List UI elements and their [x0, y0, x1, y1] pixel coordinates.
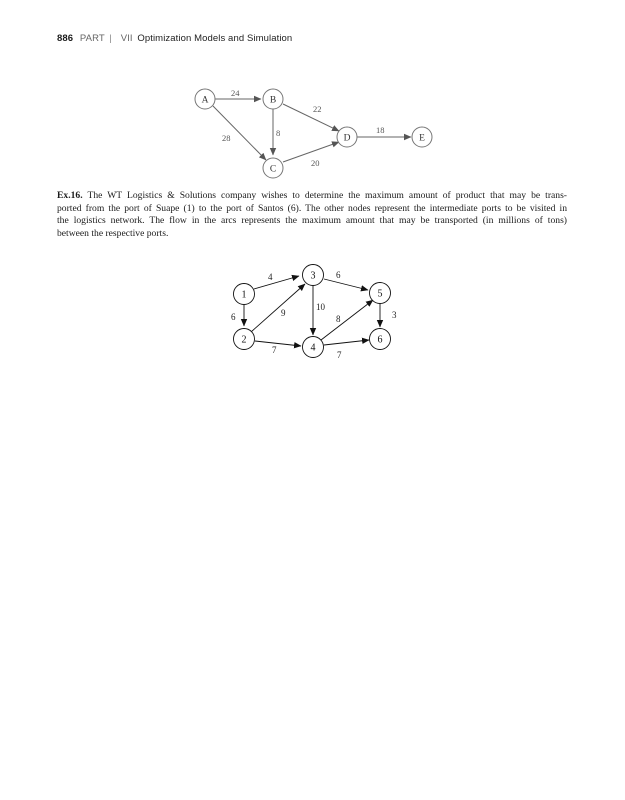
exercise-line-3: the logistics network. The flow in the arcs represents the maximum amount that may be transported (in millions of tons): [57, 215, 567, 227]
edge-label-a-c: 28: [222, 133, 231, 143]
diagram2-edges: [241, 276, 380, 346]
page-number: 886: [57, 33, 74, 44]
edge-label-2-3: 9: [281, 308, 286, 318]
exercise-text-1: The WT Logistics & Solutions company wishes to determine the maximum amount of product that may be trans-: [87, 190, 568, 201]
node-2-label: 2: [241, 334, 247, 346]
node-e: [412, 127, 432, 147]
node-4-label: 4: [310, 342, 316, 354]
edge-2-3: [251, 284, 305, 332]
node-b: [263, 89, 283, 109]
node-3: [303, 265, 324, 286]
exercise-label: Ex.16.: [57, 190, 83, 201]
edge-label-3-4: 10: [316, 302, 325, 312]
header-separator: |: [109, 33, 112, 44]
node-c-label: C: [269, 164, 277, 175]
node-6-label: 6: [377, 334, 383, 346]
edge-label-2-4: 7: [272, 345, 277, 355]
diagram2-nodes: [234, 265, 391, 358]
node-5: [370, 283, 391, 304]
edge-label-b-c: 8: [276, 128, 281, 138]
node-a-label: A: [201, 95, 209, 106]
edge-label-1-2: 6: [231, 312, 236, 322]
edge-4-6: [324, 340, 369, 345]
edge-b-d: [283, 104, 339, 131]
edge-3-5: [324, 279, 368, 290]
edge-label-a-b: 24: [231, 88, 240, 98]
node-a: [195, 89, 215, 109]
part-label: PART: [79, 33, 105, 44]
edge-label-b-d: 22: [313, 104, 322, 114]
node-6: [370, 329, 391, 350]
edge-a-c: [213, 106, 266, 160]
network-diagram-1: [195, 88, 432, 178]
node-5-label: 5: [377, 288, 383, 300]
edge-2-4: [255, 341, 301, 346]
node-1-label: 1: [241, 289, 247, 301]
node-1: [234, 284, 255, 305]
section-title: Optimization Models and Simulation: [137, 33, 293, 44]
node-d: [337, 127, 357, 147]
edge-1-3: [254, 276, 299, 289]
node-b-label: B: [269, 95, 277, 106]
exercise-line-2: ported from the port of Suape (1) to the port of Santos (6). The other nodes represent the intermediate ports to be visited in: [57, 202, 567, 214]
node-4: [303, 337, 324, 358]
node-c: [263, 158, 283, 178]
edge-4-5: [321, 300, 373, 340]
node-d-label: D: [343, 133, 351, 144]
edge-label-4-6: 7: [337, 350, 342, 360]
node-3-label: 3: [310, 270, 316, 282]
edge-label-5-6: 3: [392, 310, 397, 320]
exercise-paragraph: [57, 190, 567, 240]
node-e-label: E: [419, 133, 425, 144]
node-2: [234, 329, 255, 350]
edge-label-d-e: 18: [376, 125, 385, 135]
edge-label-3-5: 6: [336, 270, 341, 280]
edge-label-4-5: 8: [336, 314, 341, 324]
edge-label-1-3: 4: [268, 272, 273, 282]
edge-label-c-d: 20: [311, 158, 320, 168]
diagram1-edge-labels: [222, 88, 385, 168]
exercise-line-1: [57, 190, 567, 203]
network-diagram-2: [231, 265, 397, 361]
exercise-line-4: between the respective ports.: [57, 227, 169, 239]
part-number: VII: [120, 33, 133, 44]
